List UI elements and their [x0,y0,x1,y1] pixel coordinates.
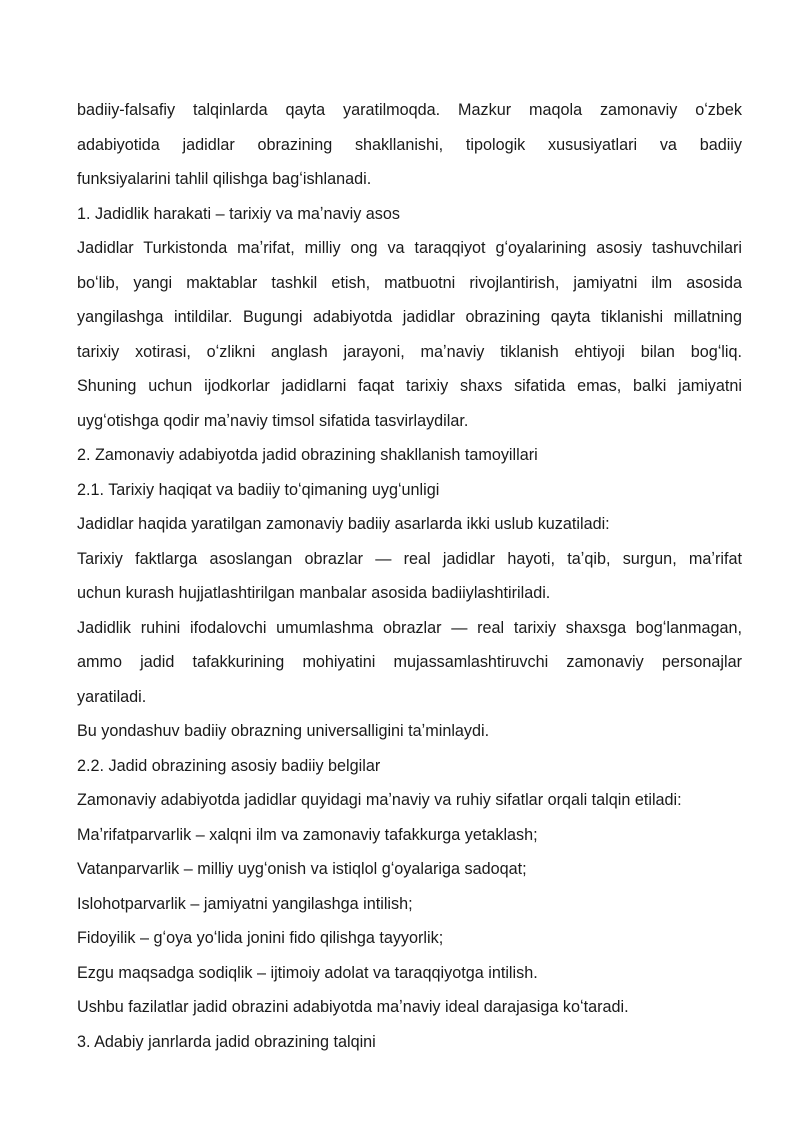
text-line: Fidoyilik – gʻoya yoʻlida jonini fido qilishga tayyorlik; [77,929,444,947]
text-line: funksiyalarini tahlil qilishga bagʻishlanadi. [77,170,372,188]
text-line: tarixiy xotirasi, oʻzlikni anglash jarayoni, maʼnaviy tiklanish ehtiyoji bilan bogʻliq. [77,342,742,361]
text-line: uygʻotishga qodir maʼnaviy timsol sifatida tasvirlaydilar. [77,411,469,430]
text-line: 3. Adabiy janrlarda jadid obrazining talqini [77,1032,376,1051]
text-line: Maʼrifatparvarlik – xalqni ilm va zamonaviy tafakkurga yetaklash; [77,825,538,844]
body-text [77,93,742,1059]
text-line: yangilashga intildilar. Bugungi adabiyotda jadidlar obrazining qayta tiklanishi millatning [77,308,742,326]
text-line: Jadidlik ruhini ifodalovchi umumlashma obrazlar — real tarixiy shaxsga bogʻlanmagan, [77,618,742,637]
text-line: Vatanparvarlik – milliy uygʻonish va istiqlol gʻoyalariga sadoqat; [77,860,527,878]
text-line: ammo jadid tafakkurining mohiyatini mujassamlashtiruvchi zamonaviy personajlar [77,653,742,671]
text-line: adabiyotida jadidlar obrazining shakllanishi, tipologik xususiyatlari va badiiy [77,135,742,154]
text-line: 1. Jadidlik harakati – tarixiy va maʼnaviy asos [77,204,400,223]
text-line: Ezgu maqsadga sodiqlik – ijtimoiy adolat va taraqqiyotga intilish. [77,963,538,982]
text-line: 2.1. Tarixiy haqiqat va badiiy toʻqimaning uygʻunligi [77,480,440,499]
text-line: badiiy-falsafiy talqinlarda qayta yaratilmoqda. Mazkur maqola zamonaviy oʻzbek [77,101,742,119]
text-line: Islohotparvarlik – jamiyatni yangilashga intilish; [77,894,413,913]
text-line: Ushbu fazilatlar jadid obrazini adabiyotda maʼnaviy ideal darajasiga koʻtaradi. [77,998,629,1016]
text-line: 2. Zamonaviy adabiyotda jadid obrazining shakllanish tamoyillari [77,446,538,464]
text-line: boʻlib, yangi maktablar tashkil etish, matbuotni rivojlantirish, jamiyatni ilm asosida [77,273,742,292]
text-line: Zamonaviy adabiyotda jadidlar quyidagi maʼnaviy va ruhiy sifatlar orqali talqin etiladi: [77,791,682,809]
text-line: Tarixiy faktlarga asoslangan obrazlar — real jadidlar hayoti, taʼqib, surgun, maʼrifat [77,549,742,568]
text-line: yaratiladi. [77,687,147,706]
text-line: Shuning uchun ijodkorlar jadidlarni faqat tarixiy shaxs sifatida emas, balki jamiyatni [77,377,742,395]
text-line: uchun kurash hujjatlashtirilgan manbalar asosida badiiylashtiriladi. [77,584,551,602]
text-line: 2.2. Jadid obrazining asosiy badiiy belgilar [77,756,381,775]
text-line: Jadidlar haqida yaratilgan zamonaviy badiiy asarlarda ikki uslub kuzatiladi: [77,515,610,533]
text-line: Jadidlar Turkistonda maʼrifat, milliy ong va taraqqiyot gʻoyalarining asosiy tashuvchilari [77,239,742,257]
text-line: Bu yondashuv badiiy obrazning universalligini taʼminlaydi. [77,722,490,740]
